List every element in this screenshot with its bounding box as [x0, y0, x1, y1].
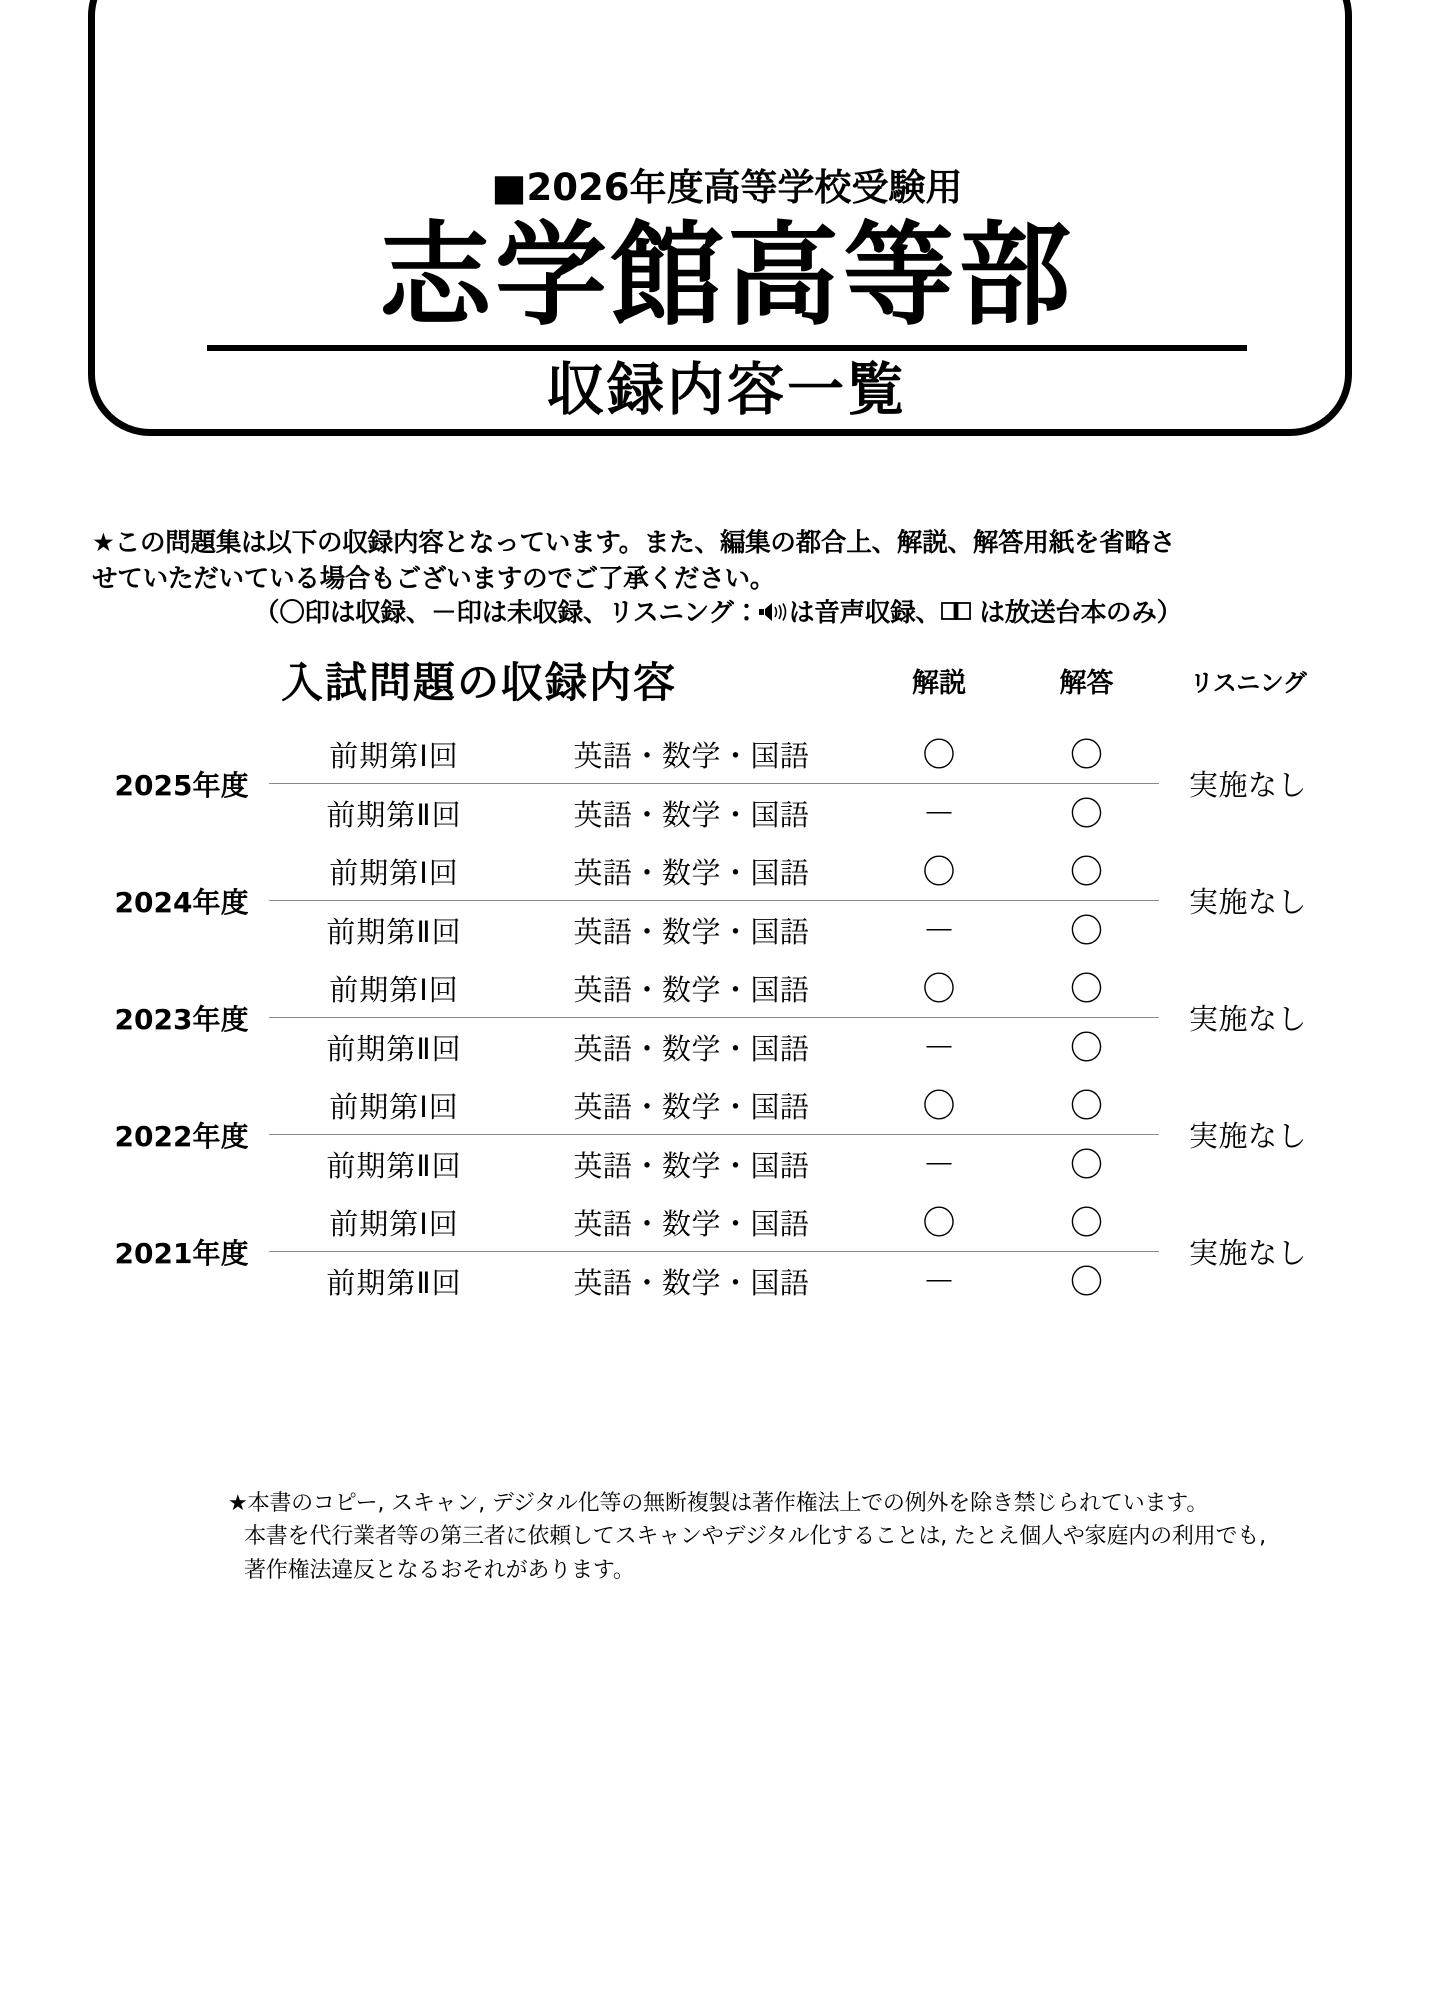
- th-kaitou: 解答: [1059, 667, 1114, 699]
- cell-subjects: 英語・数学・国語: [519, 1193, 864, 1252]
- copyright-line-3: 著作権法違反となるおそれがあります。: [244, 1557, 635, 1583]
- cell-kaisetsu: －: [922, 1027, 956, 1067]
- cell-subjects: 英語・数学・国語: [573, 1031, 810, 1066]
- notice-line-1: ★この問題集は以下の収録内容となっています。また、編集の都合上、解説、解答用紙を省略さ: [92, 528, 1176, 558]
- table-row: [94, 1076, 1337, 1135]
- cell-kaisetsu: 〇: [864, 1076, 1014, 1135]
- table-row: [94, 901, 1337, 960]
- table-row: [94, 1135, 1337, 1194]
- speaker-icon: [759, 601, 789, 632]
- cell-kaitou: 〇: [1014, 1076, 1159, 1135]
- cell-subjects: 英語・数学・国語: [573, 1148, 810, 1183]
- title-divider: [207, 345, 1247, 351]
- cell-subjects: 英語・数学・国語: [519, 959, 864, 1018]
- cell-exam: 前期第Ⅰ回: [269, 725, 519, 784]
- cell-listening: 実施なし: [1189, 885, 1308, 919]
- cell-kaisetsu: －: [922, 1261, 956, 1301]
- th-main-contents: 入試問題の収録内容: [281, 658, 678, 707]
- cell-kaisetsu: －: [922, 793, 956, 833]
- copyright-line-2: 本書を代行業者等の第三者に依頼してスキャンやデジタル化することは, たとえ個人や家庭内の利用でも,: [244, 1524, 1266, 1550]
- cell-kaitou: 〇: [1070, 1261, 1104, 1301]
- cell-subjects: 英語・数学・国語: [573, 914, 810, 949]
- cell-kaisetsu: 〇: [864, 725, 1014, 784]
- cell-kaitou: 〇: [1070, 910, 1104, 950]
- cell-subjects: 英語・数学・国語: [519, 1076, 864, 1135]
- header-eyebrow: ■2026年度高等学校受験用: [491, 165, 963, 209]
- table-body: [94, 725, 1337, 1310]
- th-listening: リスニング: [1189, 668, 1307, 697]
- table-row: [94, 1018, 1337, 1077]
- cell-listening: 実施なし: [1189, 1119, 1308, 1153]
- legend-line: [92, 597, 1344, 632]
- cell-exam: 前期第Ⅱ回: [326, 1031, 462, 1066]
- cell-subjects: 英語・数学・国語: [519, 842, 864, 901]
- cell-exam: 前期第Ⅰ回: [269, 1076, 519, 1135]
- page-subtitle: 収録内容一覧: [547, 357, 907, 424]
- cell-kaitou: 〇: [1014, 842, 1159, 901]
- table-row: [94, 959, 1337, 1018]
- cell-kaisetsu: －: [922, 910, 956, 950]
- cell-exam: 前期第Ⅰ回: [269, 842, 519, 901]
- table-header-row: [94, 635, 1337, 725]
- cell-exam: 前期第Ⅱ回: [326, 797, 462, 832]
- table-row: [94, 784, 1337, 843]
- cell-year: 2024年度: [114, 885, 249, 919]
- legend-suffix: は放送台本のみ）: [979, 598, 1182, 628]
- cell-kaisetsu: 〇: [864, 842, 1014, 901]
- cell-kaisetsu: －: [922, 1144, 956, 1184]
- cell-kaisetsu: 〇: [864, 1193, 1014, 1252]
- cell-exam: 前期第Ⅱ回: [326, 914, 462, 949]
- cell-exam: 前期第Ⅰ回: [269, 1193, 519, 1252]
- cell-kaitou: 〇: [1070, 793, 1104, 833]
- cell-subjects: 英語・数学・国語: [573, 797, 810, 832]
- legend-prefix: （〇印は収録、－印は未収録、リスニング：: [254, 598, 760, 628]
- recorded-contents-table-wrap: [94, 635, 1337, 1310]
- cell-kaitou: 〇: [1014, 1193, 1159, 1252]
- copyright-notice: [228, 1487, 1388, 1587]
- cell-exam: 前期第Ⅱ回: [326, 1265, 462, 1300]
- cell-listening: 実施なし: [1189, 1002, 1308, 1036]
- book-icon: [941, 599, 971, 632]
- table-row: [94, 1252, 1337, 1311]
- cell-exam: 前期第Ⅱ回: [326, 1148, 462, 1183]
- table-row: [94, 842, 1337, 901]
- cell-kaitou: 〇: [1070, 1027, 1104, 1067]
- cell-kaitou: 〇: [1070, 1144, 1104, 1184]
- th-kaisetsu: 解説: [912, 667, 967, 699]
- cell-exam: 前期第Ⅰ回: [269, 959, 519, 1018]
- header-frame: [88, 0, 1352, 436]
- header-content: [95, 0, 1359, 443]
- recorded-contents-table: [94, 635, 1337, 1310]
- cell-listening: 実施なし: [1189, 1236, 1308, 1270]
- cell-year: 2021年度: [114, 1236, 249, 1270]
- cell-year: 2022年度: [114, 1119, 249, 1153]
- cell-listening: 実施なし: [1189, 768, 1308, 802]
- legend-mid: は音声収録、: [789, 598, 941, 628]
- cell-year: 2023年度: [114, 1002, 249, 1036]
- copyright-line-1: ★本書のコピー, スキャン, デジタル化等の無断複製は著作権法上での例外を除き禁じられています。: [228, 1491, 1209, 1516]
- table-row: [94, 1193, 1337, 1252]
- cell-kaitou: 〇: [1014, 725, 1159, 784]
- cell-subjects: 英語・数学・国語: [519, 725, 864, 784]
- cell-subjects: 英語・数学・国語: [573, 1265, 810, 1300]
- cell-kaitou: 〇: [1014, 959, 1159, 1018]
- page-title: 志学館高等部: [379, 210, 1075, 341]
- table-row: [94, 725, 1337, 784]
- cell-year: 2025年度: [114, 768, 249, 802]
- notice-line-2: せていただいている場合もございますのでご了承ください。: [92, 564, 776, 595]
- cell-kaisetsu: 〇: [864, 959, 1014, 1018]
- notice-paragraph: [92, 525, 1344, 597]
